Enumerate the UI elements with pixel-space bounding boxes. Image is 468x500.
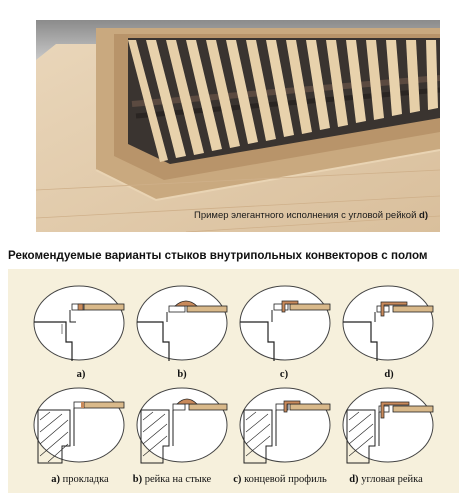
photo-caption-text: Пример элегантного исполнения с угловой рейкой [194, 210, 417, 221]
label-c-bottom: c) концевой профиль [233, 474, 327, 485]
photo-caption-letter: d) [419, 210, 428, 221]
joint-diagram-a-bottom [32, 386, 126, 464]
label-c-top: c) [279, 369, 289, 380]
label-a-top: a) [76, 369, 86, 380]
label-d-bottom: d) угловая рейка [349, 474, 423, 485]
joint-diagram-d-bottom [341, 386, 435, 464]
joint-diagram-c-top [238, 284, 332, 362]
label-b-bottom: b) рейка на стыке [132, 474, 212, 485]
label-b-top: b) [177, 369, 187, 380]
label-d-top: d) [384, 369, 394, 380]
joint-diagram-b-bottom [135, 386, 229, 464]
section-heading: Рекомендуемые варианты стыков внутрипольных конвекторов с полом [8, 249, 428, 262]
convector-grille-photo [36, 20, 440, 232]
joint-diagram-a-top [32, 284, 126, 362]
photo-caption [194, 210, 428, 221]
joint-diagram-c-bottom [238, 386, 332, 464]
joint-diagram-b-top [135, 284, 229, 362]
grille-illustration [36, 20, 440, 232]
joint-diagram-d-top [341, 284, 435, 362]
label-a-bottom: a) прокладка [51, 474, 109, 485]
